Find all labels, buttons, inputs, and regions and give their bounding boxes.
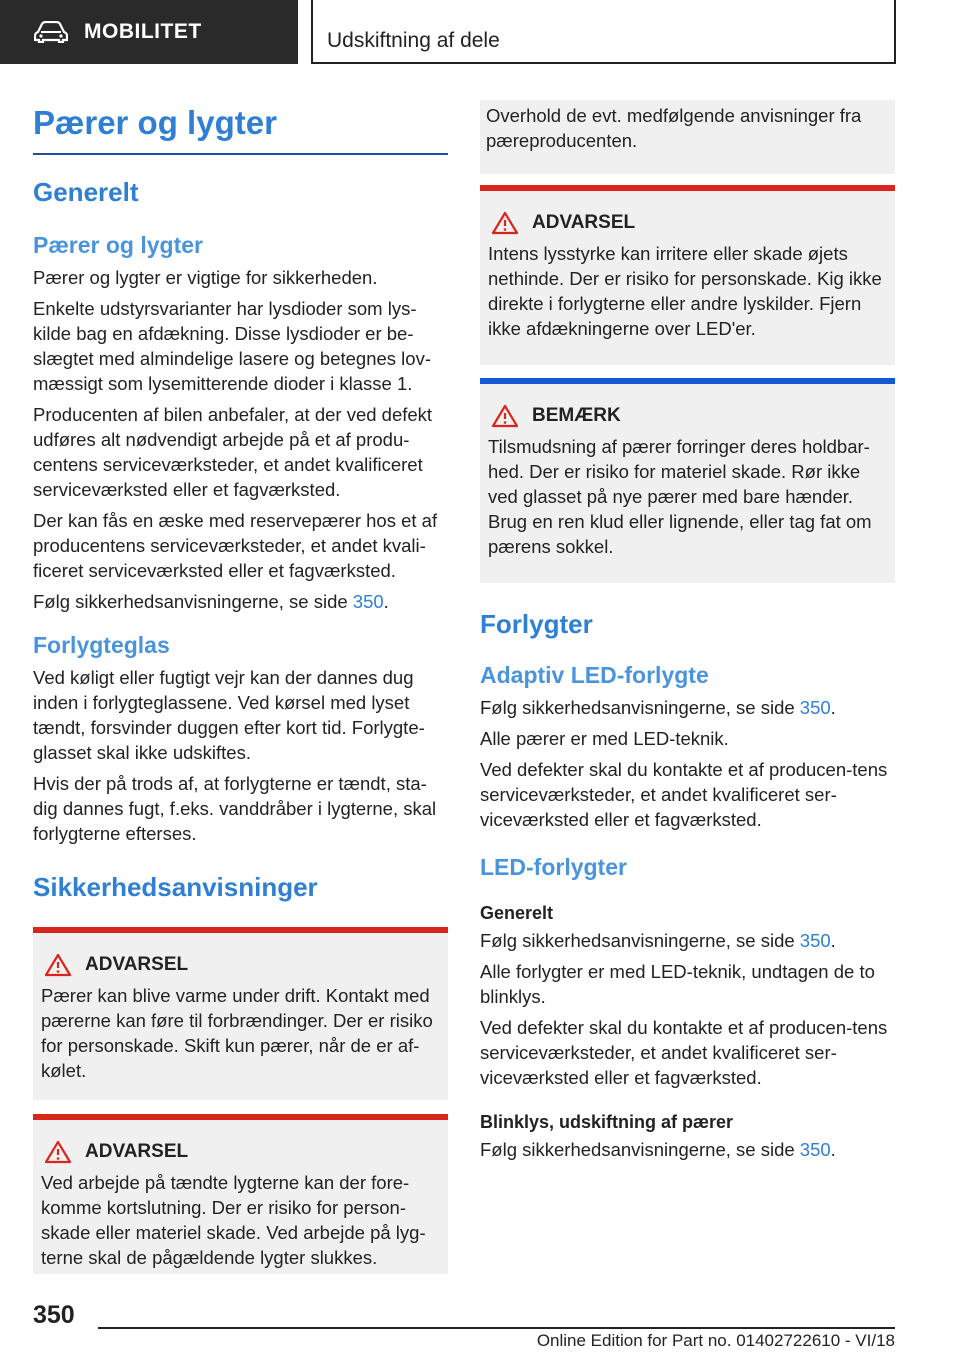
warning-title-row <box>488 211 887 235</box>
page-title: Pærer og lygter <box>33 104 448 155</box>
heading-paerer-og-lygter: Pærer og lygter <box>33 232 203 258</box>
edition-text: Online Edition for Part no. 01402722610 - VI/18 <box>536 1331 895 1350</box>
footer-rule <box>98 1327 895 1329</box>
text: . <box>830 697 836 718</box>
text: Følg sikkerhedsanvisningerne, se side <box>480 930 800 951</box>
note-box <box>480 378 895 583</box>
chapter-header: Udskiftning af dele <box>311 0 896 64</box>
warning-box <box>33 1114 448 1274</box>
text: Følg sikkerhedsanvisningerne, se side <box>33 591 353 612</box>
paragraph: Hvis der på trods af, at forlygterne er tændt, sta-dig dannes fugt, f.eks. vanddråber i lygterne, skal forlygterne efterses. <box>33 773 437 844</box>
page-link[interactable]: 350 <box>352 591 384 612</box>
warning-title-row <box>41 953 440 977</box>
paragraph <box>33 589 448 614</box>
text: . <box>383 591 389 612</box>
page-link[interactable]: 350 <box>799 930 831 951</box>
text: . <box>830 930 836 951</box>
heading-led-forlygter: LED-forlygter <box>480 854 627 880</box>
paragraph: Producenten af bilen anbefaler, at der ved defekt udføres alt nødvendigt arbejde på et af produ-centens serviceværksteder, et andet kvalificeret serviceværksted eller et fagværksted. <box>33 404 433 500</box>
section-label: MOBILITET <box>84 20 202 43</box>
paragraph <box>480 928 895 953</box>
heading-generelt: Generelt <box>33 177 139 207</box>
paragraph: Ved køligt eller fugtigt vejr kan der dannes dug inden i forlygteglassene. Ved kørsel med lyset tændt, forsvinder duggen efter kort tid. Forlygte-glasset skal ikke udskiftes. <box>33 667 425 763</box>
paragraph <box>480 1137 895 1162</box>
page-link[interactable]: 350 <box>799 697 831 718</box>
heading-sikkerhedsanvisninger: Sikkerhedsanvisninger <box>33 872 318 902</box>
warning-text: Overhold de evt. medfølgende anvisninger fra pæreproducenten. <box>486 105 862 151</box>
right-column <box>480 100 895 1162</box>
heading-forlygter: Forlygter <box>480 609 593 639</box>
warning-title: ADVARSEL <box>532 212 636 233</box>
warning-box <box>33 927 448 1100</box>
heading-forlygteglas: Forlygteglas <box>33 632 170 658</box>
paragraph: Alle pærer er med LED-teknik. <box>480 728 729 749</box>
note-title-row <box>488 404 887 428</box>
subheading-blinklys: Blinklys, udskiftning af pærer <box>480 1112 734 1132</box>
paragraph: Enkelte udstyrsvarianter har lysdioder som lys-kilde bag en afdækning. Disse lysdioder er be-slægtet med almindelige lasere og betegnes lov-mæssigt som lysemitterende dioder i klasse 1. <box>33 298 431 394</box>
page-footer <box>33 1297 895 1350</box>
page-link[interactable]: 350 <box>799 1139 831 1160</box>
paragraph: Pærer og lygter er vigtige for sikkerheden. <box>33 267 378 288</box>
warning-triangle-icon <box>45 953 71 977</box>
heading-adaptiv-led-forlygte: Adaptiv LED-forlygte <box>480 662 709 688</box>
section-tab <box>0 0 298 64</box>
note-text: Tilsmudsning af pærer forringer deres holdbar-hed. Der er risiko for materiel skade. Rør ikke ved glasset på nye pærer med bare hænder. Brug en ren klud eller lignende, eller tag fat om pærens sokkel. <box>488 436 872 557</box>
warning-triangle-icon <box>492 404 518 428</box>
text: . <box>830 1139 836 1160</box>
text: Følg sikkerhedsanvisningerne, se side <box>480 1139 800 1160</box>
warning-title: ADVARSEL <box>85 954 189 975</box>
note-title: BEMÆRK <box>532 405 621 426</box>
car-icon <box>34 21 68 43</box>
warning-triangle-icon <box>492 211 518 235</box>
paragraph: Alle forlygter er med LED-teknik, undtagen de to blinklys. <box>480 961 875 1007</box>
warning-box <box>480 185 895 365</box>
text: Følg sikkerhedsanvisningerne, se side <box>480 697 800 718</box>
left-column <box>33 100 448 1274</box>
warning-text: Ved arbejde på tændte lygterne kan der fore-komme kortslutning. Der er risiko for person-skade eller materiel skade. Ved arbejde på lyg-terne skal de pågældende lygter slukkes. <box>41 1172 426 1268</box>
warning-text: Pærer kan blive varme under drift. Kontakt med pærerne kan føre til forbrændinger. Der er risiko for personskade. Skift kun pærer, når de er af-kølet. <box>41 985 433 1081</box>
paragraph: Ved defekter skal du kontakte et af producen-tens serviceværksteder, et andet kvalificeret ser-viceværksted eller et fagværksted. <box>480 1017 888 1088</box>
paragraph: Der kan fås en æske med reservepærer hos et af producentens serviceværksteder, et andet kvali-ficeret serviceværksted eller et fagværksted. <box>33 510 438 581</box>
page-number: 350 <box>33 1301 75 1329</box>
paragraph: Ved defekter skal du kontakte et af producen-tens serviceværksteder, et andet kvalificeret ser-viceværksted eller et fagværksted. <box>480 759 888 830</box>
subheading-generelt: Generelt <box>480 903 554 923</box>
paragraph <box>480 695 895 720</box>
continued-warning-box <box>480 100 895 174</box>
warning-title-row <box>41 1140 440 1164</box>
warning-triangle-icon <box>45 1140 71 1164</box>
warning-text: Intens lysstyrke kan irritere eller skade øjets nethinde. Der er risiko for personskade. Kig ikke direkte i forlygterne eller andre lyskilder. Fjern ikke afdækningerne over LED'er. <box>488 243 882 339</box>
warning-title: ADVARSEL <box>85 1141 189 1162</box>
